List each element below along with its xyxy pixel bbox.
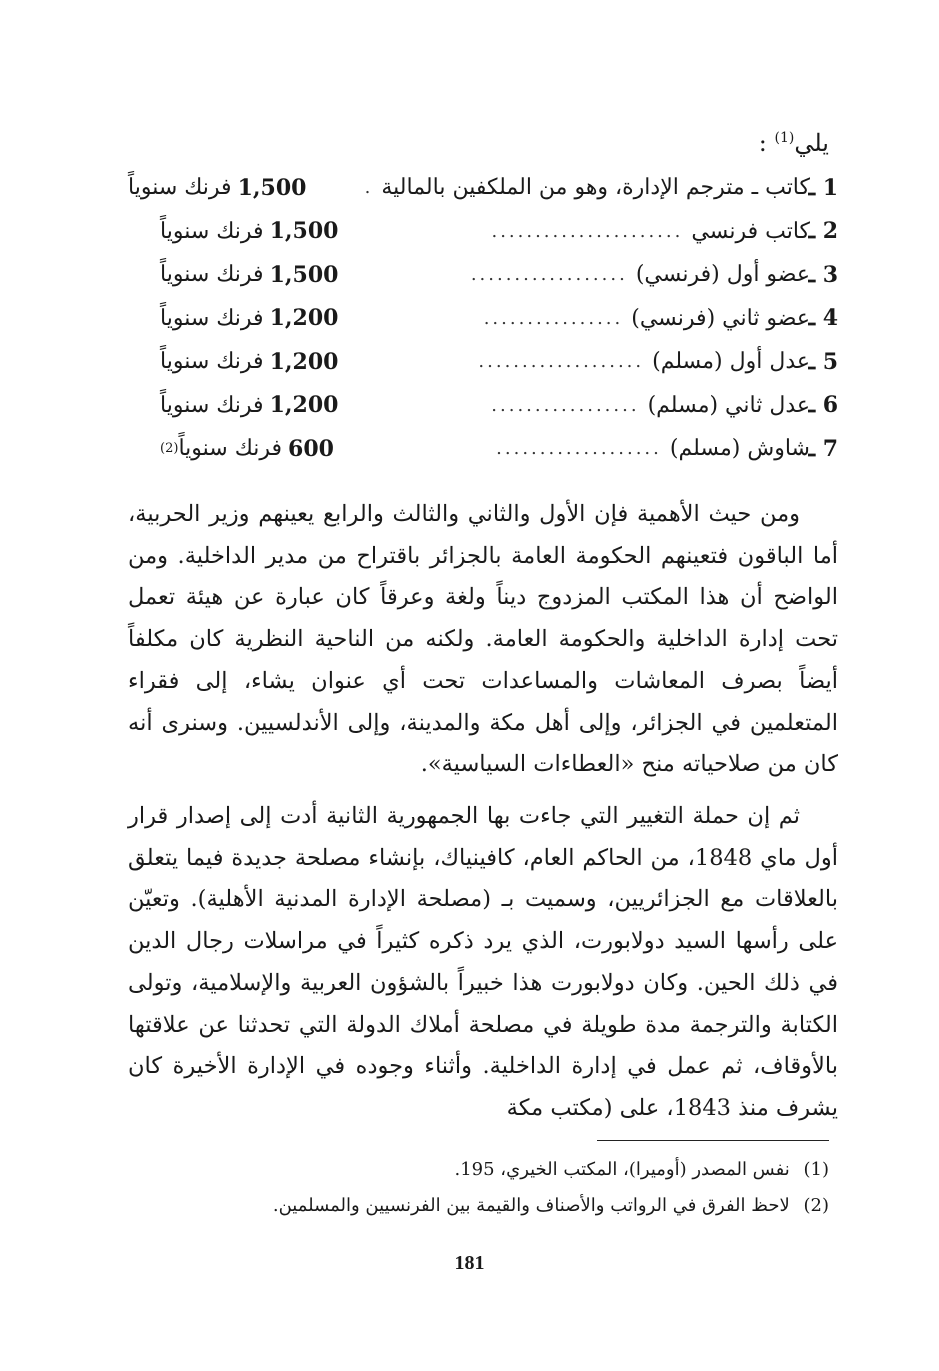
list-item-unit: فرنك سنوياً <box>160 218 264 244</box>
footnote-text: لاحظ الفرق في الرواتب والأصناف والقيمة بين الفرنسيين والمسلمين. <box>272 1195 790 1216</box>
list-item-unit: فرنك سنوياً <box>160 349 264 375</box>
list-item-title: عدل ثاني (مسلم) <box>647 392 810 418</box>
list-item-number: 3 ـ <box>808 261 838 288</box>
list-item-number: 7 ـ <box>808 435 838 462</box>
list-item-number: 5 ـ <box>808 348 838 375</box>
footnotes <box>129 1152 829 1224</box>
footnote <box>129 1188 829 1224</box>
leader-dots: ...................... <box>491 220 684 242</box>
salary-list <box>128 166 838 471</box>
leader-dots: ................ <box>483 307 624 329</box>
footnote <box>129 1152 829 1188</box>
list-item <box>160 384 838 428</box>
list-item-title: عضو ثاني (فرنسي) <box>631 305 810 331</box>
footnote-text: نفس المصدر (أوميرا)، المكتب الخيري، 195. <box>454 1159 790 1180</box>
list-item-amount: 600 <box>288 435 334 462</box>
footnote-number: (2) <box>803 1195 829 1216</box>
body-paragraph: ثم إن حملة التغيير التي جاءت بها الجمهورية الثانية أدت إلى إصدار قرار أول ماي 1848، من الحاكم العام، كافينياك، بإنشاء مصلحة جديدة فيما يتعلق بالعلاقات مع الجزائريين، وسميت بـ (مصلحة الإدارة المدنية الأهلية). وتعيّن على رأسها السيد دولابورت، الذي يرد ذكره كثيراً في مراسلات رجال الدين في ذلك الحين. وكان دولابورت هذا خبيراً بالشؤون العربية والإسلامية، وتولى الكتابة والترجمة مدة طويلة في مصلحة أملاك الدولة التي تحدثنا عن علاقتها بالأوقاف، ثم عمل في إدارة الداخلية. وأثناء وجوده في الإدارة الأخيرة كان يشرف منذ 1843، على (مكتب مكة <box>128 803 838 1121</box>
body-paragraph: ومن حيث الأهمية فإن الأول والثاني والثالث والرابع يعينهم وزير الحربية، أما الباقون فتعينهم الحكومة العامة بالجزائر باقتراح من مدير الداخلية. ومن الواضح أن هذا المكتب المزدوج ديناً ولغة وعرقاً كان عبارة عن هيئة تعمل تحت إدارة الداخلية والحكومة العامة. ولكنه من الناحية النظرية كان مكلفاً أيضاً بصرف المعاشات والمساعدات تحت أي عنوان يشاء، إلى فقراء المتعلمين في الجزائر، وإلى أهل مكة والمدينة، وإلى الأندلسيين. وسنرى أنه كان من صلاحياته منح «العطاءات السياسية». <box>128 501 838 778</box>
list-item-number: 4 ـ <box>808 305 838 332</box>
footnote-ref: (2) <box>160 441 179 457</box>
list-item-title: شاوش (مسلم) <box>669 436 810 462</box>
list-item-amount: 1,500 <box>269 261 339 288</box>
list-item <box>128 166 838 210</box>
list-item-unit: فرنك سنوياً <box>160 305 264 331</box>
list-item-amount: 1,200 <box>269 348 339 375</box>
list-item-title: عضو أول (فرنسي) <box>635 262 810 288</box>
intro-text: يلي <box>794 129 829 157</box>
list-item-title: كاتب ـ مترجم الإدارة، وهو من الملكفين بالمالية <box>381 175 810 201</box>
list-item-number: 6 ـ <box>808 392 838 419</box>
leader-dots: ................... <box>478 351 645 373</box>
list-item <box>160 210 838 254</box>
page-number: 181 <box>454 1252 485 1274</box>
intro-colon: : <box>758 129 767 157</box>
intro-line <box>759 118 829 163</box>
list-item-amount: 1,500 <box>269 218 339 245</box>
list-item <box>160 427 838 471</box>
list-item-unit: فرنك سنوياً <box>160 392 264 418</box>
footnote-number: (1) <box>803 1159 829 1180</box>
list-item-number: 1 ـ <box>808 174 838 201</box>
list-item-unit: فرنك سنوياً <box>178 436 283 462</box>
list-item-title: كاتب فرنسي <box>691 218 810 244</box>
leader-dots: . <box>364 177 374 199</box>
list-item-amount: 1,200 <box>269 392 339 419</box>
leader-dots: ................... <box>496 438 662 460</box>
list-item-unit: فرنك سنوياً <box>160 262 264 288</box>
intro-footnote-ref: (1) <box>774 130 795 146</box>
leader-dots: ................. <box>491 394 640 416</box>
footnote-divider <box>597 1140 829 1141</box>
list-item-amount: 1,200 <box>269 305 339 332</box>
list-item <box>160 297 838 341</box>
list-item-title: عدل أول (مسلم) <box>652 349 810 375</box>
list-item-amount: 1,500 <box>237 174 307 201</box>
list-item-unit: فرنك سنوياً <box>128 175 232 201</box>
list-item <box>160 253 838 297</box>
list-item-number: 2 ـ <box>808 218 838 245</box>
list-item <box>160 340 838 384</box>
leader-dots: .................. <box>470 264 628 286</box>
